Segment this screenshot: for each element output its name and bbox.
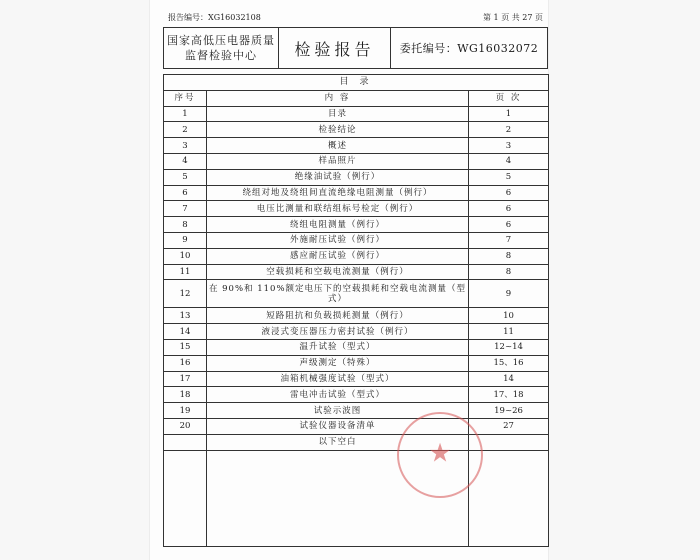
table-row — [164, 280, 549, 308]
row-content: 空载损耗和空载电流测量（例行） — [207, 264, 469, 280]
row-number: 20 — [164, 418, 207, 434]
page-indicator: 第 1 页 共 27 页 — [483, 13, 543, 22]
row-number: 19 — [164, 403, 207, 419]
table-row — [164, 201, 549, 217]
table-row — [164, 418, 549, 434]
row-page: 15、16 — [469, 355, 549, 371]
table-row — [164, 122, 549, 138]
row-page: 6 — [469, 185, 549, 201]
row-page: 27 — [469, 418, 549, 434]
row-content: 短路阻抗和负载损耗测量（例行） — [207, 308, 469, 324]
row-number: 3 — [164, 138, 207, 154]
row-page: 17、18 — [469, 387, 549, 403]
row-number: 7 — [164, 201, 207, 217]
company-seal — [397, 412, 483, 498]
row-page: 1 — [469, 106, 549, 122]
row-number: 5 — [164, 169, 207, 185]
row-number: 10 — [164, 248, 207, 264]
row-number: 18 — [164, 387, 207, 403]
row-content: 绕组对地及绕组间直流绝缘电阻测量（例行） — [207, 185, 469, 201]
row-number: 17 — [164, 371, 207, 387]
row-content: 电压比测量和联结组标号检定（例行） — [207, 201, 469, 217]
row-page: 3 — [469, 138, 549, 154]
row-content: 目录 — [207, 106, 469, 122]
table-row — [164, 339, 549, 355]
row-page: 12~14 — [469, 339, 549, 355]
row-content: 雷电冲击试验（型式） — [207, 387, 469, 403]
row-number: 6 — [164, 185, 207, 201]
column-header-content: 内 容 — [207, 90, 469, 106]
table-row — [164, 248, 549, 264]
report-number: 报告编号：XG16032108 — [168, 13, 261, 22]
row-page: 9 — [469, 280, 549, 308]
table-row — [164, 153, 549, 169]
row-content: 绕组电阻测量（例行） — [207, 217, 469, 233]
row-page: 7 — [469, 232, 549, 248]
row-number: 16 — [164, 355, 207, 371]
row-page: 10 — [469, 308, 549, 324]
column-header-number: 序号 — [164, 90, 207, 106]
row-content: 油箱机械强度试验（型式） — [207, 371, 469, 387]
row-content: 感应耐压试验（例行） — [207, 248, 469, 264]
row-content: 概述 — [207, 138, 469, 154]
blank-row — [164, 450, 549, 546]
row-page: 6 — [469, 217, 549, 233]
table-row — [164, 308, 549, 324]
row-number: 14 — [164, 324, 207, 340]
row-number: 9 — [164, 232, 207, 248]
row-content: 温升试验（型式） — [207, 339, 469, 355]
row-number: 1 — [164, 106, 207, 122]
table-row — [164, 232, 549, 248]
star-icon: ★ — [428, 438, 452, 469]
row-number — [164, 434, 207, 450]
entrust-number: 委托编号：WG16032072 — [399, 42, 539, 55]
row-number: 11 — [164, 264, 207, 280]
table-row — [164, 371, 549, 387]
table-row — [164, 264, 549, 280]
row-page: 11 — [469, 324, 549, 340]
table-row — [164, 355, 549, 371]
table-row — [164, 169, 549, 185]
row-content: 声级测定（特殊） — [207, 355, 469, 371]
table-row — [164, 106, 549, 122]
row-page: 2 — [469, 122, 549, 138]
table-row — [164, 138, 549, 154]
row-content: 试验仪器设备清单 — [207, 418, 469, 434]
row-number: 4 — [164, 153, 207, 169]
table-of-contents — [163, 74, 549, 547]
table-row — [164, 403, 549, 419]
toc-caption: 目 录 — [164, 75, 549, 91]
blank-cell — [164, 450, 207, 546]
row-content: 绝缘油试验（例行） — [207, 169, 469, 185]
column-header-page: 页 次 — [469, 90, 549, 106]
row-page: 19~26 — [469, 403, 549, 419]
end-note: 以下空白 — [207, 434, 469, 450]
row-page: 8 — [469, 264, 549, 280]
report-title-block — [163, 27, 548, 69]
table-row — [164, 434, 549, 450]
row-page: 14 — [469, 371, 549, 387]
row-content: 在 90%和 110%额定电压下的空载损耗和空载电流测量（型式） — [207, 280, 469, 308]
table-row — [164, 217, 549, 233]
table-row — [164, 324, 549, 340]
organization-name-line1: 国家高低压电器质量 — [167, 34, 275, 47]
report-header-line — [168, 10, 543, 24]
table-row — [164, 185, 549, 201]
report-title: 检验报告 — [279, 28, 391, 68]
row-content: 试验示波图 — [207, 403, 469, 419]
organization-name-line2: 监督检验中心 — [185, 49, 257, 62]
row-content: 检验结论 — [207, 122, 469, 138]
row-content: 外施耐压试验（例行） — [207, 232, 469, 248]
row-number: 8 — [164, 217, 207, 233]
toc-body — [164, 106, 549, 546]
row-number: 12 — [164, 280, 207, 308]
row-page: 4 — [469, 153, 549, 169]
organization-cell — [164, 28, 279, 68]
row-content: 液浸式变压器压力密封试验（例行） — [207, 324, 469, 340]
table-row — [164, 387, 549, 403]
row-page: 6 — [469, 201, 549, 217]
row-number: 2 — [164, 122, 207, 138]
row-number: 15 — [164, 339, 207, 355]
row-number: 13 — [164, 308, 207, 324]
row-page: 8 — [469, 248, 549, 264]
row-content: 样品照片 — [207, 153, 469, 169]
row-page: 5 — [469, 169, 549, 185]
